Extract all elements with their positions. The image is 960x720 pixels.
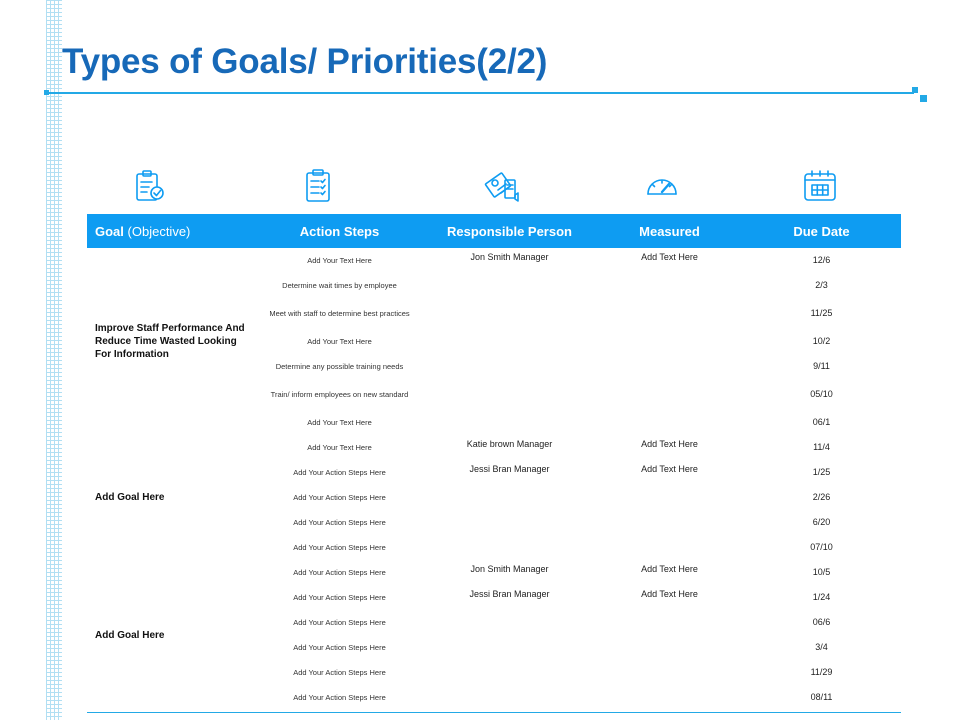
goals-table: [87, 214, 901, 710]
action-step-cell: Add Your Text Here: [307, 255, 372, 265]
due-date-cell: 11/25: [810, 308, 833, 318]
due-date-cell: 10/2: [812, 336, 831, 346]
action-step-cell: Add Your Action Steps Here: [293, 567, 386, 577]
due-date-cell: 07/10: [810, 542, 833, 552]
goal-cell: Improve Staff Performance And Reduce Time Wasted Looking For Information: [95, 323, 245, 360]
measured-cell: [597, 273, 742, 298]
action-step-cell: Determine wait times by employee: [282, 280, 397, 290]
table-header-row: [87, 214, 901, 248]
responsible-person-cell: [422, 685, 597, 710]
measured-cell: [597, 379, 742, 410]
due-date-cell: 05/10: [810, 389, 833, 399]
goal-cell: Add Goal Here: [95, 629, 165, 641]
action-step-cell: Add Your Action Steps Here: [293, 692, 386, 702]
action-step-cell: Add Your Action Steps Here: [293, 592, 386, 602]
page-title: Types of Goals/ Priorities(2/2): [62, 42, 548, 81]
goal-cell: Add Goal Here: [95, 492, 165, 503]
measured-cell: [597, 410, 742, 435]
measured-cell: Add Text Here: [641, 589, 698, 599]
calendar-icon: [802, 168, 838, 204]
responsible-person-cell: [422, 485, 597, 510]
checklist-icon: [300, 168, 336, 204]
table-bottom-rule: [87, 712, 901, 713]
due-date-cell: 2/3: [815, 280, 828, 290]
due-date-cell: 1/25: [812, 467, 831, 477]
action-step-cell: Add Your Action Steps Here: [293, 617, 386, 627]
action-step-cell: Add Your Action Steps Here: [293, 542, 386, 552]
table-row: [87, 248, 901, 273]
clipboard-check-icon: [132, 168, 168, 204]
responsible-person-cell: [422, 510, 597, 535]
responsible-person-cell: Katie brown Manager: [466, 439, 553, 449]
action-step-cell: Add Your Action Steps Here: [293, 467, 386, 477]
action-step-cell: Add Your Text Here: [307, 442, 372, 452]
responsible-person-cell: Jon Smith Manager: [470, 564, 549, 574]
measured-cell: [597, 610, 742, 635]
due-date-cell: 6/20: [812, 517, 831, 527]
responsible-person-cell: [422, 610, 597, 635]
responsible-person-cell: [422, 298, 597, 329]
due-date-cell: 10/5: [812, 567, 831, 577]
header-responsible-person: Responsible Person: [422, 214, 597, 248]
side-dot-pattern: [46, 0, 62, 720]
due-date-cell: 3/4: [815, 642, 828, 652]
header-measured: Measured: [597, 214, 742, 248]
action-step-cell: Add Your Action Steps Here: [293, 642, 386, 652]
action-step-cell: Add Your Action Steps Here: [293, 517, 386, 527]
measured-cell: [597, 535, 742, 560]
responsible-person-cell: [422, 379, 597, 410]
responsible-person-cell: [422, 329, 597, 354]
header-due-date: Due Date: [742, 214, 901, 248]
action-step-cell: Determine any possible training needs: [275, 361, 404, 371]
due-date-cell: 06/6: [812, 617, 831, 627]
title-rule: [47, 92, 914, 94]
responsible-person-cell: [422, 660, 597, 685]
due-date-cell: 2/26: [812, 492, 831, 502]
responsible-person-cell: Jessi Bran Manager: [469, 589, 550, 599]
responsible-person-cell: Jessi Bran Manager: [469, 464, 550, 474]
action-step-cell: Add Your Action Steps Here: [293, 492, 386, 502]
action-step-cell: Train/ inform employees on new standard: [270, 389, 409, 399]
due-date-cell: 11/29: [810, 667, 833, 677]
responsible-person-cell: [422, 273, 597, 298]
measured-cell: [597, 635, 742, 660]
measured-cell: [597, 354, 742, 379]
measured-cell: Add Text Here: [641, 564, 698, 574]
due-date-cell: 1/24: [812, 592, 831, 602]
action-step-cell: Add Your Text Here: [307, 417, 372, 427]
speedometer-icon: [644, 168, 680, 204]
measured-cell: [597, 329, 742, 354]
measured-cell: [597, 298, 742, 329]
due-date-cell: 08/11: [810, 692, 833, 702]
header-action-steps: Action Steps: [257, 214, 422, 248]
action-step-cell: Add Your Action Steps Here: [293, 667, 386, 677]
measured-cell: [597, 685, 742, 710]
measured-cell: Add Text Here: [641, 252, 698, 262]
responsible-person-cell: [422, 410, 597, 435]
measured-cell: Add Text Here: [641, 439, 698, 449]
table-row: [87, 435, 901, 460]
title-rule-square: [920, 95, 927, 102]
person-document-icon: [484, 168, 520, 204]
due-date-cell: 12/6: [812, 255, 831, 265]
action-step-cell: Meet with staff to determine best practices: [269, 308, 410, 318]
responsible-person-cell: [422, 354, 597, 379]
responsible-person-cell: Jon Smith Manager: [470, 252, 549, 262]
header-goal: Goal (Objective): [87, 214, 257, 248]
due-date-cell: 11/4: [813, 442, 830, 452]
action-step-cell: Add Your Text Here: [307, 336, 372, 346]
measured-cell: [597, 660, 742, 685]
table-row: [87, 560, 901, 585]
title-rule-square: [912, 87, 918, 93]
measured-cell: [597, 510, 742, 535]
due-date-cell: 9/11: [813, 361, 830, 371]
responsible-person-cell: [422, 635, 597, 660]
due-date-cell: 06/1: [812, 417, 831, 427]
goals-table-container: [87, 214, 901, 713]
responsible-person-cell: [422, 535, 597, 560]
measured-cell: [597, 485, 742, 510]
measured-cell: Add Text Here: [641, 464, 698, 474]
